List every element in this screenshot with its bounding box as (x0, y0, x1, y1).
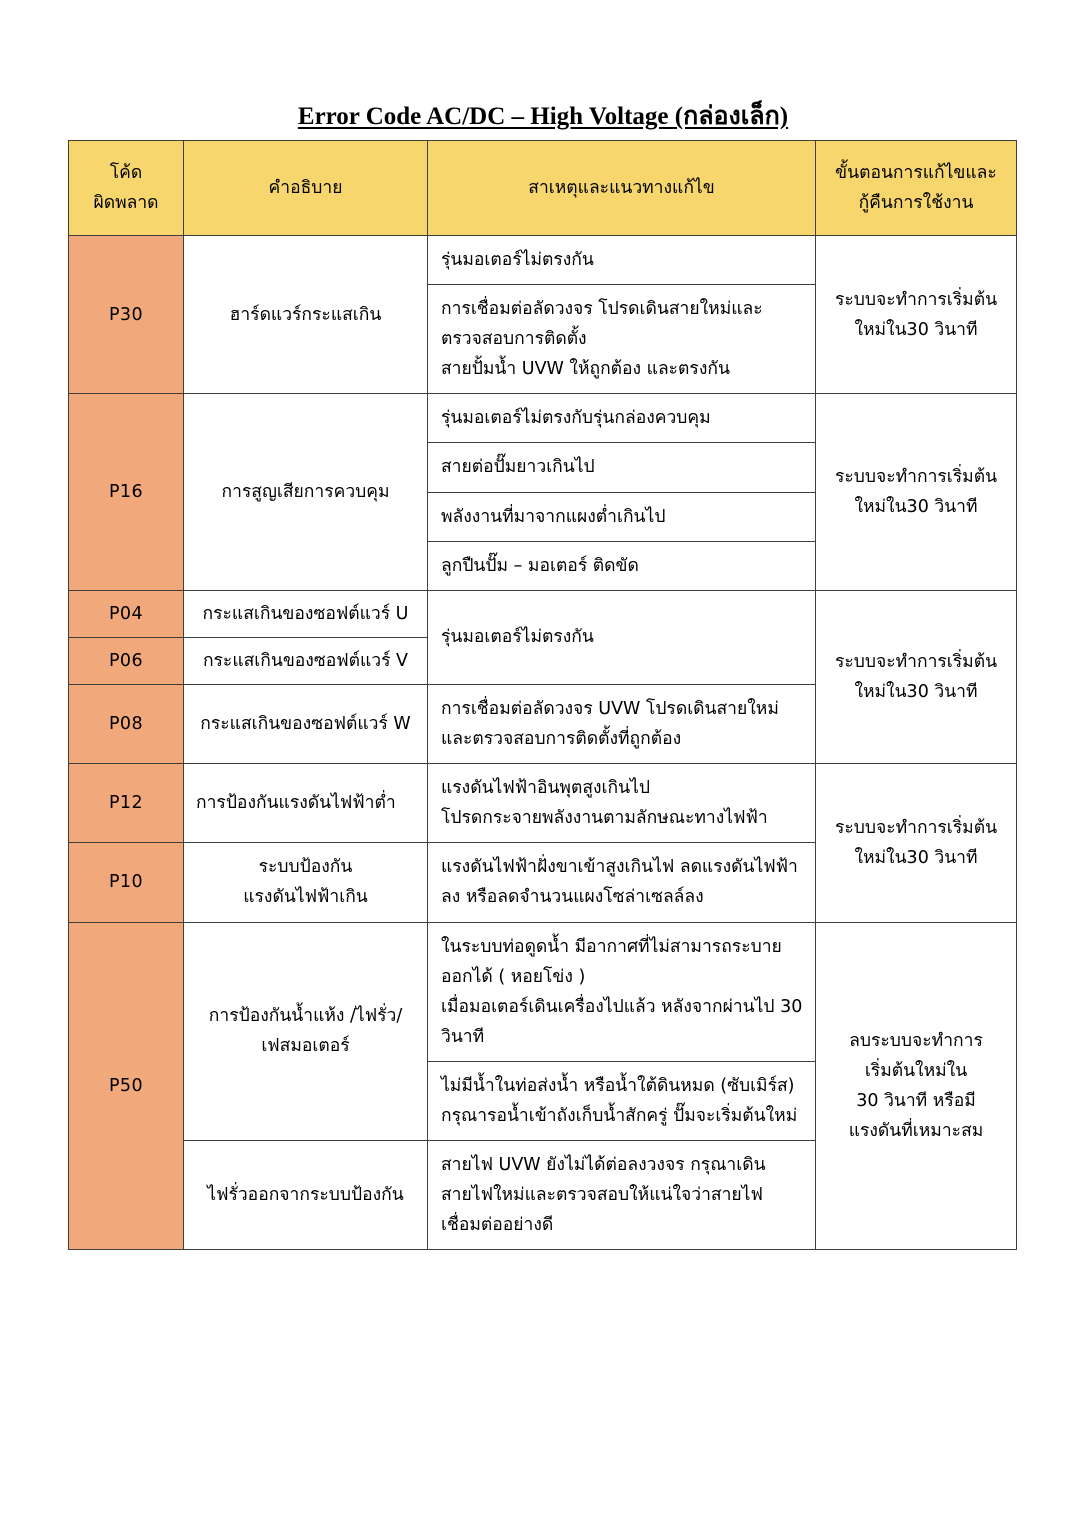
text-line: สายปั้มน้ำ UVW ให้ถูกต้อง และตรงกัน (441, 359, 730, 380)
cell-recovery (816, 764, 1017, 922)
cell-description (184, 764, 428, 843)
column-header-recovery-line1: ขั้นตอนการแก้ไขและ (835, 162, 997, 183)
cell-recovery (816, 236, 1017, 394)
table-row (69, 922, 1017, 1061)
text-line: แรงดันไฟฟ้าฝั่งขาเข้าสูงเกินไฟ ลดแรงดันไฟฟ้า (441, 857, 798, 878)
text-line: และตรวจสอบการติดตั้งที่ถูกต้อง (441, 729, 682, 750)
text-line: ออกได้ ( หอยโข่ง ) (441, 966, 586, 987)
text-line: ระบบป้องกัน (258, 857, 353, 878)
cell-description (184, 922, 428, 1141)
text-line: ไม่มีน้ำในท่อส่งน้ำ หรือน้ำใต้ดินหมด (ซับเมิร์ส) (441, 1075, 795, 1096)
cell-error-code: P08 (69, 684, 184, 763)
text-line: รุ่นมอเตอร์ไม่ตรงกับรุ่นกล่องควบคุม (441, 408, 711, 429)
cell-error-code: P16 (69, 394, 184, 590)
text-line: สายต่อปั๊มยาวเกินไป (441, 457, 595, 478)
cell-cause (428, 236, 816, 285)
text-line: วินาที (441, 1026, 485, 1047)
cell-description: กระแสเกินของซอฟต์แวร์ V (184, 637, 428, 684)
text-line: ใหม่ใน30 วินาที (854, 497, 978, 518)
text-line: เชื่อมต่ออย่างดี (441, 1215, 554, 1236)
cell-cause (428, 684, 816, 763)
cell-error-code: P50 (69, 922, 184, 1250)
cell-recovery (816, 590, 1017, 763)
cell-error-code: P30 (69, 236, 184, 394)
text-line: ใหม่ใน30 วินาที (854, 847, 978, 868)
cell-error-code: P10 (69, 843, 184, 922)
cell-error-code: P12 (69, 764, 184, 843)
cell-description (184, 1141, 428, 1250)
text-line: เฟสมอเตอร์ (261, 1036, 350, 1057)
text-line: ระบบจะทำการเริ่มต้น (834, 466, 998, 487)
text-line: การป้องกันแรงดันไฟฟ้าต่ำ (196, 793, 396, 814)
text-line: 30 วินาที หรือมี (856, 1090, 976, 1111)
text-line: ไฟรั่วออกจากระบบป้องกัน (207, 1185, 404, 1206)
text-line: แรงดันที่เหมาะสม (848, 1121, 984, 1142)
text-line: ใหม่ใน30 วินาที (854, 319, 978, 340)
text-line: แรงดันไฟฟ้าอินพุตสูงเกินไป (441, 778, 651, 799)
cell-cause (428, 843, 816, 922)
text-line: ในระบบท่อดูดน้ำ มีอากาศที่ไม่สามารถระบาย (441, 936, 782, 957)
cell-cause (428, 1061, 816, 1140)
page-title (0, 96, 1086, 136)
text-line: เมื่อมอเตอร์เดินเครื่องไปแล้ว หลังจากผ่านไป 30 (441, 996, 803, 1017)
cell-cause (428, 492, 816, 541)
text-line: กรุณารอน้ำเข้าถังเก็บน้ำสักครู่ ปั๊มจะเริ่มต้นใหม่ (441, 1105, 798, 1126)
cell-recovery (816, 922, 1017, 1250)
table-row (69, 394, 1017, 443)
cell-description: ฮาร์ดแวร์กระแสเกิน (184, 236, 428, 394)
text-line: เริ่มต้นใหม่ใน (864, 1060, 968, 1081)
column-header-cause: สาเหตุและแนวทางแก้ไข (428, 141, 816, 236)
cell-error-code: P04 (69, 590, 184, 637)
cell-recovery (816, 394, 1017, 590)
column-header-code-line2: ผิดพลาด (93, 193, 159, 213)
cell-description: การสูญเสียการควบคุม (184, 394, 428, 590)
column-header-code (69, 141, 184, 236)
text-line: รุ่นมอเตอร์ไม่ตรงกัน (441, 627, 594, 648)
text-line: ระบบจะทำการเริ่มต้น (834, 289, 998, 310)
text-line: ลง หรือลดจำนวนแผงโซล่าเซลล์ลง (441, 887, 704, 908)
text-line: ลบระบบจะทำการ (849, 1030, 983, 1051)
column-header-description: คำอธิบาย (184, 141, 428, 236)
text-line: ตรวจสอบการติดตั้ง (441, 329, 587, 350)
text-line: ลูกปืนปั๊ม – มอเตอร์ ติดขัด (441, 555, 639, 576)
text-line: สายไฟ UVW ยังไม่ได้ต่อลงวงจร กรุณาเดิน (441, 1155, 766, 1176)
column-header-code-line1: โค้ด (109, 162, 143, 183)
text-line: สายไฟใหม่และตรวจสอบให้แน่ใจว่าสายไฟ (441, 1185, 763, 1206)
cell-cause (428, 394, 816, 443)
cell-cause (428, 764, 816, 843)
cell-description (184, 843, 428, 922)
cell-description: กระแสเกินของซอฟต์แวร์ U (184, 590, 428, 637)
error-code-table (68, 140, 1017, 1250)
column-header-recovery (816, 141, 1017, 236)
text-line: ระบบจะทำการเริ่มต้น (834, 817, 998, 838)
table-header-row (69, 141, 1017, 236)
text-line: รุ่นมอเตอร์ไม่ตรงกัน (441, 250, 594, 270)
cell-error-code: P06 (69, 637, 184, 684)
cell-cause (428, 590, 816, 684)
page-title-text: Error Code AC/DC – High Voltage (กล่องเล็ก) (297, 103, 789, 130)
column-header-recovery-line2: กู้คืนการใช้งาน (858, 193, 974, 213)
table-row (69, 764, 1017, 843)
text-line: การเชื่อมต่อลัดวงจร UVW โปรดเดินสายใหม่ (441, 698, 779, 719)
cell-description: กระแสเกินของซอฟต์แวร์ W (184, 684, 428, 763)
text-line: แรงดันไฟฟ้าเกิน (243, 887, 368, 908)
text-line: ใหม่ใน30 วินาที (854, 681, 978, 702)
text-line: การป้องกันน้ำแห้ง /ไฟรั่ว/ (208, 1006, 403, 1027)
cell-cause (428, 541, 816, 590)
cell-cause (428, 285, 816, 394)
text-line: พลังงานที่มาจากแผงต่ำเกินไป (441, 506, 666, 527)
table-row (69, 236, 1017, 285)
text-line: ระบบจะทำการเริ่มต้น (834, 651, 998, 672)
cell-cause (428, 443, 816, 492)
table-row (69, 590, 1017, 637)
table-body (69, 236, 1017, 1250)
cell-cause (428, 922, 816, 1061)
cell-cause (428, 1141, 816, 1250)
text-line: โปรดกระจายพลังงานตามลักษณะทางไฟฟ้า (441, 808, 768, 829)
text-line: การเชื่อมต่อลัดวงจร โปรดเดินสายใหม่และ (441, 299, 763, 320)
